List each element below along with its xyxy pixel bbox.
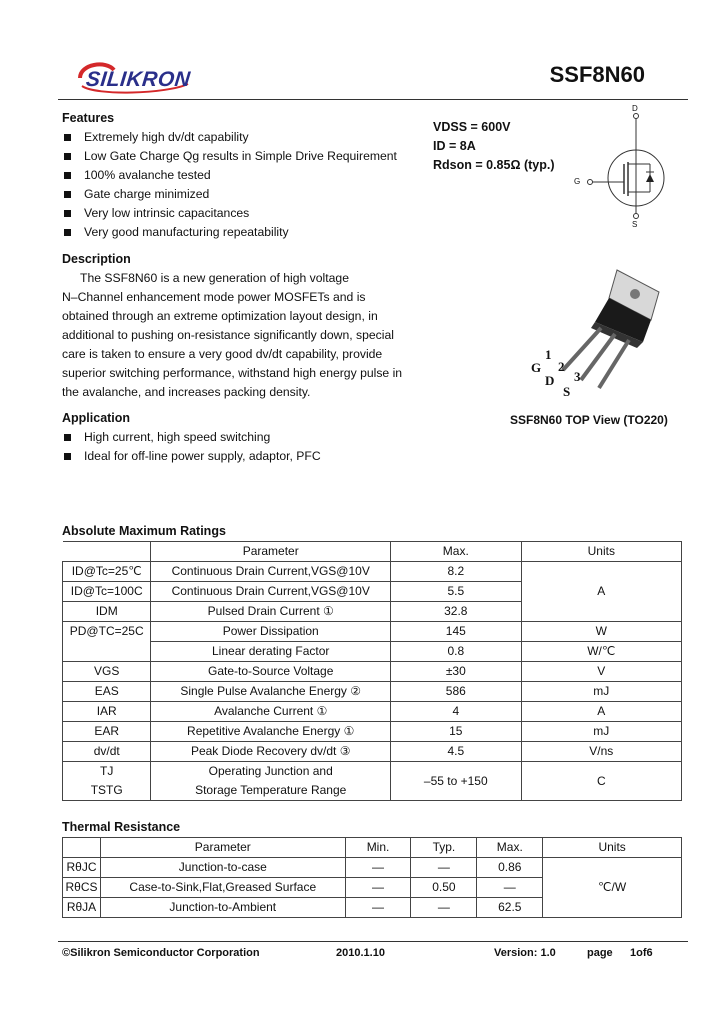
parameter-cell: Power Dissipation <box>151 622 391 642</box>
units-cell: A <box>521 562 681 622</box>
footer-company: ©Silikron Semiconductor Corporation <box>62 947 260 959</box>
units-cell: ℃/W <box>543 858 682 918</box>
max-cell: ±30 <box>391 662 522 682</box>
drain-label: D <box>632 104 638 113</box>
max-cell: 32.8 <box>391 602 522 622</box>
bullet-square-icon <box>64 172 71 179</box>
parameter-cell: Case-to-Sink,Flat,Greased Surface <box>100 878 345 898</box>
min-cell: — <box>345 898 411 918</box>
list-item <box>62 147 422 166</box>
list-item <box>62 447 422 466</box>
list-item <box>62 204 422 223</box>
abs-max-table <box>62 541 682 801</box>
parameter-cell: Gate-to-Source Voltage <box>151 662 391 682</box>
parameter-line: Operating Junction and <box>208 764 333 778</box>
mosfet-symbol <box>570 104 680 232</box>
symbol-cell: RθCS <box>63 878 101 898</box>
units-cell: V/ns <box>521 742 681 762</box>
table-row <box>63 702 682 722</box>
pin-g-label: G <box>531 360 542 375</box>
max-cell: 145 <box>391 622 522 642</box>
parameter-cell: Avalanche Current ① <box>151 702 391 722</box>
table-row <box>63 642 682 662</box>
header-cell: Parameter <box>100 838 345 858</box>
spec-vdss: VDSS = 600V <box>433 120 511 134</box>
package-caption: SSF8N60 TOP View (TO220) <box>510 413 668 427</box>
application-heading: Application <box>62 411 131 425</box>
description-line: superior switching performance, withstand high energy pulse in <box>62 366 403 380</box>
description-heading: Description <box>62 252 131 266</box>
parameter-cell: Continuous Drain Current,VGS@10V <box>151 562 391 582</box>
description-line: The SSF8N60 is a new generation of high voltage <box>80 271 349 285</box>
parameter-line: Storage Temperature Range <box>195 783 347 797</box>
list-item <box>62 428 422 447</box>
units-cell: W/℃ <box>521 642 681 662</box>
description-line: the avalanche, and increases packing density. <box>62 385 311 399</box>
symbol-cell: VGS <box>63 662 151 682</box>
symbol-cell: ID@Tc=100C <box>63 582 151 602</box>
symbol-cell: RθJA <box>63 898 101 918</box>
units-cell: W <box>521 622 681 642</box>
part-number-title: SSF8N60 <box>549 62 645 87</box>
table-row <box>63 682 682 702</box>
table-row <box>63 742 682 762</box>
symbol-cell: EAS <box>63 682 151 702</box>
list-item <box>62 223 422 242</box>
max-cell: — <box>477 878 543 898</box>
footer-divider <box>58 941 688 942</box>
description-line: obtained through an extreme optimization layout design, in <box>62 309 378 323</box>
footer-page-number: 1of6 <box>630 947 653 959</box>
table-row <box>63 622 682 642</box>
header-cell <box>63 838 101 858</box>
application-list <box>62 428 422 466</box>
table-row <box>63 562 682 582</box>
gate-label: G <box>574 177 581 186</box>
abs-max-heading: Absolute Maximum Ratings <box>62 524 226 538</box>
parameter-cell: Continuous Drain Current,VGS@10V <box>151 582 391 602</box>
footer-page-label: page <box>587 947 613 959</box>
table-row <box>63 662 682 682</box>
max-cell: 0.86 <box>477 858 543 878</box>
table-row <box>63 762 682 801</box>
header-cell <box>63 542 151 562</box>
list-item <box>62 166 422 185</box>
max-cell: 586 <box>391 682 522 702</box>
description-line: care is taken to ensure a very good dv/dt capability, provide <box>62 347 383 361</box>
parameter-cell: Repetitive Avalanche Energy ① <box>151 722 391 742</box>
units-cell: mJ <box>521 722 681 742</box>
n-channel-mosfet-icon <box>570 104 680 232</box>
header-cell: Units <box>543 838 682 858</box>
parameter-cell: Single Pulse Avalanche Energy ② <box>151 682 391 702</box>
typ-cell: — <box>411 858 477 878</box>
pin-2-label: 2 <box>558 359 565 374</box>
thermal-heading: Thermal Resistance <box>62 820 181 834</box>
parameter-cell: Linear derating Factor <box>151 642 391 662</box>
min-cell: — <box>345 858 411 878</box>
units-cell: V <box>521 662 681 682</box>
max-cell: 4.5 <box>391 742 522 762</box>
header-divider <box>58 99 688 100</box>
parameter-cell: Junction-to-case <box>100 858 345 878</box>
units-cell: C <box>521 762 681 801</box>
pin-d-label: D <box>545 373 555 388</box>
parameter-cell <box>151 762 391 801</box>
symbol-line: TSTG <box>90 783 123 797</box>
features-list <box>62 128 422 242</box>
description-line: N–Channel enhancement mode power MOSFETs and is <box>62 290 366 304</box>
symbol-cell: ID@Tc=25℃ <box>63 562 151 582</box>
header-cell: Units <box>521 542 681 562</box>
application-text: High current, high speed switching <box>84 430 271 444</box>
max-cell: 15 <box>391 722 522 742</box>
header-cell: Parameter <box>151 542 391 562</box>
description-line: additional to pushing on-resistance significantly down, special <box>62 328 394 342</box>
key-specs <box>433 118 555 175</box>
symbol-cell <box>63 762 151 801</box>
feature-text: Very good manufacturing repeatability <box>84 225 289 239</box>
bullet-square-icon <box>64 191 71 198</box>
bullet-square-icon <box>64 134 71 141</box>
header-cell: Min. <box>345 838 411 858</box>
feature-text: Extremely high dv/dt capability <box>84 130 249 144</box>
header-cell: Max. <box>477 838 543 858</box>
parameter-cell: Peak Diode Recovery dv/dt ③ <box>151 742 391 762</box>
max-cell: 8.2 <box>391 562 522 582</box>
bullet-square-icon <box>64 229 71 236</box>
feature-text: 100% avalanche tested <box>84 168 211 182</box>
symbol-cell: dv/dt <box>63 742 151 762</box>
table-row <box>63 858 682 878</box>
brand-name: SILIKRON <box>84 68 192 91</box>
symbol-cell: EAR <box>63 722 151 742</box>
parameter-cell: Pulsed Drain Current ① <box>151 602 391 622</box>
symbol-cell: IAR <box>63 702 151 722</box>
header-cell: Typ. <box>411 838 477 858</box>
symbol-cell: IDM <box>63 602 151 622</box>
footer-date: 2010.1.10 <box>336 947 385 959</box>
symbol-line: TJ <box>100 764 114 778</box>
symbol-cell: PD@TC=25C <box>63 622 151 662</box>
min-cell: — <box>345 878 411 898</box>
parameter-cell: Junction-to-Ambient <box>100 898 345 918</box>
footer-version: Version: 1.0 <box>494 947 556 959</box>
thermal-table <box>62 837 682 918</box>
bullet-square-icon <box>64 434 71 441</box>
list-item <box>62 128 422 147</box>
max-cell: 0.8 <box>391 642 522 662</box>
spec-rdson: Rdson = 0.85Ω (typ.) <box>433 158 555 172</box>
typ-cell: 0.50 <box>411 878 477 898</box>
pin-3-label: 3 <box>574 369 581 384</box>
pin-s-label: S <box>563 384 571 399</box>
feature-text: Low Gate Charge Qg results in Simple Drive Requirement <box>84 149 397 163</box>
header-cell: Max. <box>391 542 522 562</box>
bullet-square-icon <box>64 210 71 217</box>
spec-id: ID = 8A <box>433 139 476 153</box>
silikron-logo <box>76 60 196 96</box>
max-cell: 4 <box>391 702 522 722</box>
source-label: S <box>632 220 638 229</box>
feature-text: Very low intrinsic capacitances <box>84 206 250 220</box>
table-header-row <box>63 838 682 858</box>
max-cell: 5.5 <box>391 582 522 602</box>
typ-cell: — <box>411 898 477 918</box>
pin-1-label: 1 <box>545 347 552 362</box>
application-text: Ideal for off-line power supply, adaptor, PFC <box>84 449 321 463</box>
table-header-row <box>63 542 682 562</box>
symbol-cell: RθJC <box>63 858 101 878</box>
feature-text: Gate charge minimized <box>84 187 210 201</box>
units-cell: A <box>521 702 681 722</box>
units-cell: mJ <box>521 682 681 702</box>
bullet-square-icon <box>64 453 71 460</box>
list-item <box>62 185 422 204</box>
max-cell: 62.5 <box>477 898 543 918</box>
table-row <box>63 722 682 742</box>
features-heading: Features <box>62 111 115 125</box>
bullet-square-icon <box>64 153 71 160</box>
description-body <box>62 269 412 402</box>
max-cell: –55 to +150 <box>391 762 522 801</box>
